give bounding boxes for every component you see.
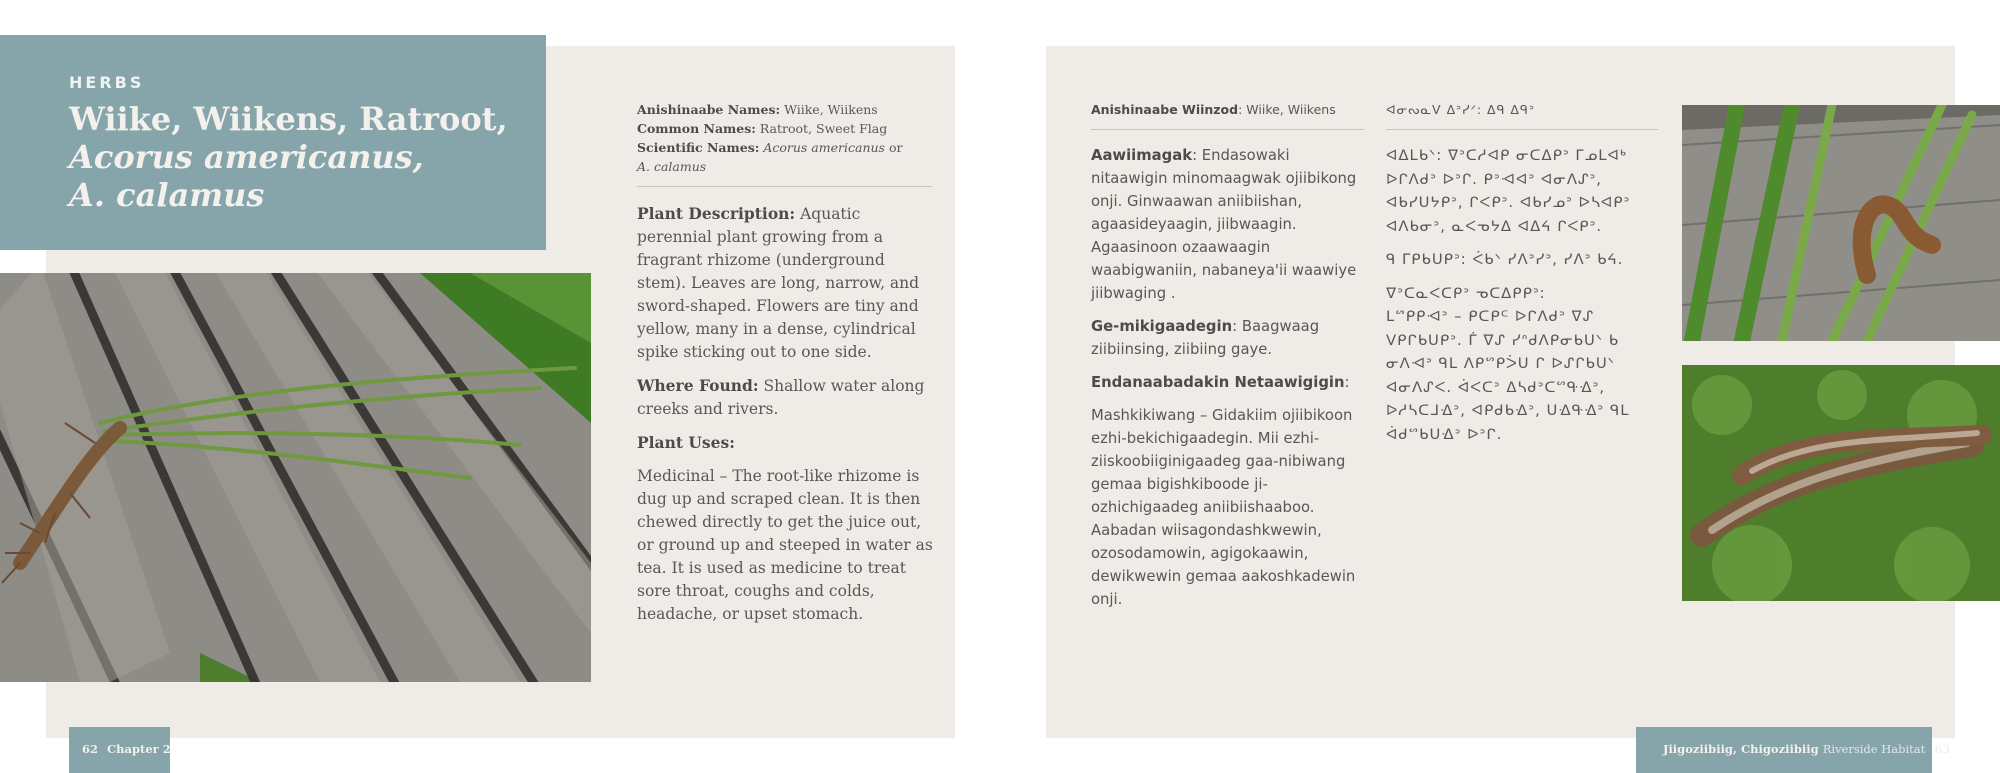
syllabics-column <box>1386 100 1658 456</box>
divider <box>637 186 932 187</box>
footer-section-subtitle: Riverside Habitat <box>1822 742 1926 756</box>
syllabics-names: ᐊᓂᔓᓇᐯ ᐃᐣᓯᐟ: ᐃᑫ ᐃᑫᐣ <box>1386 102 1535 117</box>
anishinaabe-names-value: Wiike, Wiikens <box>784 102 878 117</box>
rhizome-on-grass-photo <box>1682 365 2000 601</box>
oj-description-text: : Endasowaki nitaawigin minomaagwak ojiibikong onji. Ginwaawan aniibiishan, agaasideyaagin, jiibwaagin. Agaasinoon ozaawaagin waabigwaniin, nabaneya'ii waawiye jiibwaging . <box>1091 147 1357 302</box>
scientific-or: or <box>888 140 903 155</box>
scientific-name-2: A. calamus <box>637 159 707 174</box>
plant-description-label: Plant Description: <box>637 204 796 223</box>
oj-uses-text: Mashkikiwang – Gidakiim ojiibikoon ezhi-bekichigaadegin. Mii ezhi-ziiskoobiiginigaadeg gaa-nibiwang gemaa bigishkiboode ji-ozhichigaadeg aniibiishaaboo. Aabadan wiisagondashkwewin, ozosodamowin, agigokaawin, dewikwewin gemaa aakoshkadewin onji. <box>1091 407 1356 608</box>
syllabics-description: ᐊᐃᒪᑲᐠ: ᐁᐣᑕᓱᐊᑭ ᓂᑕᐃᑭᐣ ᒥᓄᒪᐊᒃ ᐅᒋᐱᑯᐣ ᐅᐣᒋ. ᑭᐣᐗᐊᐣ ᐊᓂᐱᔑᐣ, ᐊᑲᓯᑌᔭᑭᐣ, ᒋᐸᑭᐣ. ᐊᑲᓯᓄᐣ ᐅᓴᐊᑭᐣ ᐊᐱᑲᓂᐣ, ᓇᐸᓀᔭᐃ ᐊᐃᔦ ᒋᐸᑭᐣ. <box>1386 147 1631 235</box>
ratroot-on-deck-photo <box>0 273 591 682</box>
names-block <box>637 100 932 201</box>
title-block <box>0 35 546 250</box>
plant-uses-text: Medicinal – The root-like rhizome is dug up and scraped clean. It is then chewed directly to get the juice out, or ground up and steeped in water as tea. It is used as medicine to treat sore throat, coughs and colds, headache, or upset stomach. <box>637 467 933 623</box>
plant-uses-label: Plant Uses: <box>637 433 735 452</box>
plant-description-text: Aquatic perennial plant growing from a fragrant rhizome (underground stem). Leaves are long, narrow, and sword-shaped. Flowers are tiny and yellow, many in a dense, cylindrical spike sticking out to one side. <box>637 205 920 361</box>
oj-names-label: Anishinaabe Wiinzod <box>1091 102 1239 117</box>
oj-names-value: : Wiike, Wiikens <box>1238 102 1336 117</box>
flower-spike-photo <box>1682 105 2000 341</box>
divider <box>1091 129 1364 130</box>
syllabics-uses-text: ᒪᔥᑭᑭᐗᐣ – ᑭᑕᑭᒼ ᐅᒋᐱᑯᐣ ᐁᔑ ᐯᑭᒋᑲᑌᑭᐣ. ᒦ ᐁᔑ ᓯᐢᑯᐱᑭᓂᑲᑌᐠ ᑲ ᓂᐱᐗᐣ ᑫᒪ ᐱᑭᔥᑭᐴᑌ ᒋ ᐅᔑᒋᑲᑌᐠ ᐊᓂᐱᔑᐸ. ᐋᐸᑕᐣ ᐃᓴᑯᐣᑕᔥᑵᐎᐣ, ᐅᓱᓴᑕᒧᐎᐣ, ᐊᑭᑯᑲᐎᐣ, ᑌᐎᑵᐎᐣ ᑫᒪ ᐋᑯᔥᑲᑌᐎᐣ ᐅᐣᒋ. <box>1386 308 1630 443</box>
category-label: HERBS <box>69 73 145 92</box>
right-page-number: 63 <box>1934 742 1951 756</box>
where-found-text: Shallow water along creeks and rivers. <box>637 377 925 418</box>
syllabics-found: ᑫ ᒥᑭᑲᑌᑭᐣ: ᐹᑲᐠ ᓯᐱᐣᓯᐣ, ᓯᐱᐣ ᑲᔦ. <box>1386 251 1624 268</box>
footer-left-tab <box>69 727 170 773</box>
title-line-1: Wiike, Wiikens, Ratroot, <box>69 100 508 138</box>
scientific-names-label: Scientific Names: <box>637 140 760 155</box>
oj-description-label: Aawiimagak <box>1091 147 1193 164</box>
where-found-label: Where Found: <box>637 376 759 395</box>
footer-section-title: Jiigoziibiig, Chigoziibiig <box>1663 742 1819 756</box>
title-line-3: A. calamus <box>69 176 265 214</box>
chapter-label: Chapter 2 <box>107 742 171 756</box>
oj-uses-colon: : <box>1344 374 1350 391</box>
page-title <box>69 100 546 214</box>
oj-uses-label: Endanaabadakin Netaawigigin <box>1091 374 1345 391</box>
left-page-number: 62 <box>82 742 99 756</box>
syllabics-uses-label: ᐁᐣᑕᓇᐸᑕᑭᐣ ᓀᑕᐃᑭᑭᐣ: <box>1386 284 1546 302</box>
common-names-value: Ratroot, Sweet Flag <box>759 121 888 136</box>
ojibwe-column <box>1091 100 1364 621</box>
divider <box>1386 129 1658 130</box>
scientific-name-1: Acorus americanus <box>763 140 885 155</box>
oj-found-text: : Baagwaag ziibiinsing, ziibiing gaye. <box>1091 318 1320 358</box>
title-line-2: Acorus americanus, <box>69 138 424 176</box>
footer-right-tab <box>1636 727 1951 773</box>
description-column <box>637 202 935 636</box>
common-names-label: Common Names: <box>637 121 756 136</box>
oj-found-label: Ge-mikigaadegin <box>1091 318 1233 335</box>
anishinaabe-names-label: Anishinaabe Names: <box>637 102 781 117</box>
